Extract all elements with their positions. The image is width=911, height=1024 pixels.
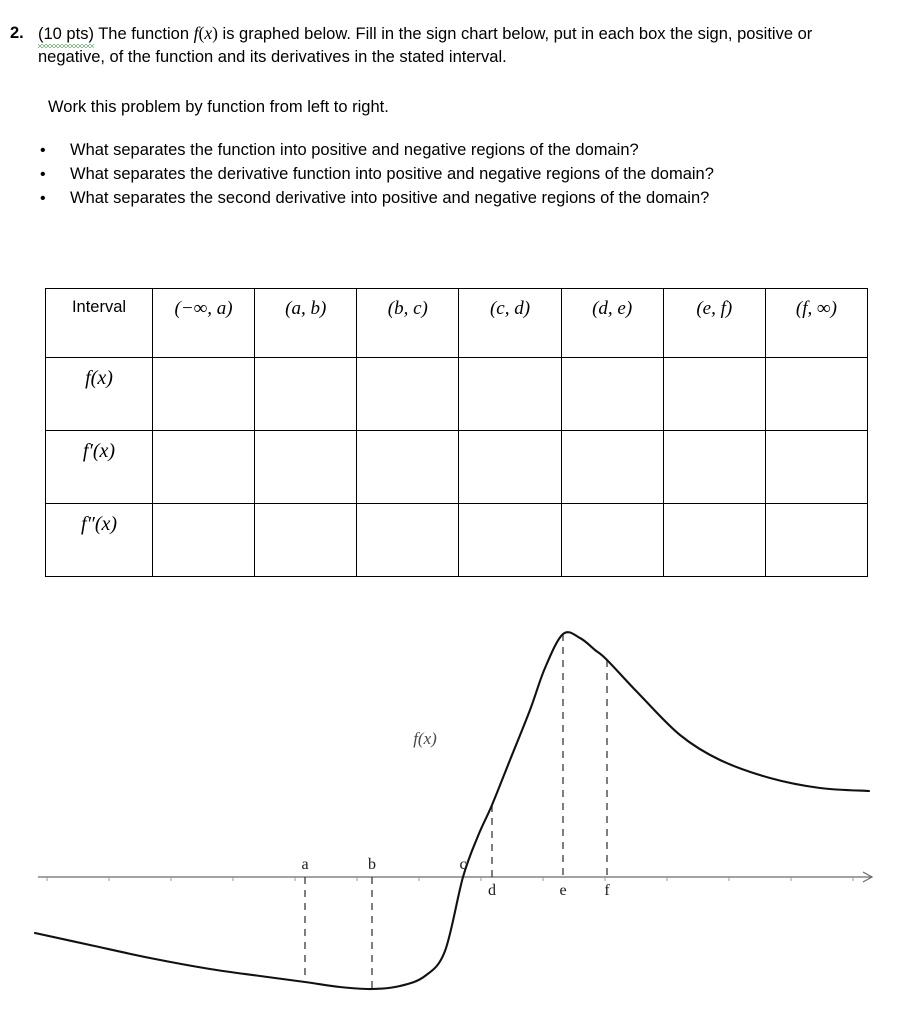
header-cell-interval-4: (c, d): [459, 289, 561, 358]
bullet-dot-icon: •: [40, 166, 46, 183]
table-header-row: [46, 289, 868, 358]
header-cell-interval-6: (e, f): [663, 289, 765, 358]
problem-stem-part2: is graphed below. Fill in the sign chart below, put in each box the sign, positive or negative, of the function and its derivatives in the stated interval.: [38, 25, 813, 66]
inline-fx-expression: f(x): [193, 23, 218, 43]
problem-stem-part1: The function: [93, 25, 194, 43]
answer-cell-fpp-4[interactable]: [459, 504, 561, 577]
x-axis-group: [38, 872, 872, 882]
problem-points: (10 pts): [38, 25, 94, 43]
header-cell-interval-5: (d, e): [561, 289, 663, 358]
header-cell-interval-1: (−∞, a): [153, 289, 255, 358]
axis-label-f: f: [604, 882, 610, 899]
bullet-dot-icon: •: [40, 190, 46, 207]
list-item: [40, 139, 870, 162]
function-curve: [35, 632, 869, 989]
answer-cell-f-4[interactable]: [459, 358, 561, 431]
axis-label-d: d: [488, 882, 496, 899]
curve-label-fx: f(x): [413, 729, 437, 748]
row-label-f-prime: f′(x): [46, 431, 153, 504]
problem-stem-text: [38, 22, 838, 69]
bullet-text: What separates the derivative function into positive and negative regions of the domain?: [70, 165, 714, 183]
answer-cell-fpp-3[interactable]: [357, 504, 459, 577]
answer-cell-f-6[interactable]: [663, 358, 765, 431]
answer-cell-fp-5[interactable]: [561, 431, 663, 504]
table-row: [46, 431, 868, 504]
axis-label-e: e: [559, 882, 567, 899]
answer-cell-fp-7[interactable]: [765, 431, 867, 504]
answer-cell-f-5[interactable]: [561, 358, 663, 431]
answer-cell-fpp-2[interactable]: [255, 504, 357, 577]
answer-cell-fp-1[interactable]: [153, 431, 255, 504]
grammar-underline-span: [38, 23, 94, 46]
row-label-f: f(x): [46, 358, 153, 431]
table-row: [46, 358, 868, 431]
answer-cell-f-7[interactable]: [765, 358, 867, 431]
sign-chart-table: [45, 288, 868, 577]
row-label-f-double-prime: f″(x): [46, 504, 153, 577]
answer-cell-fp-3[interactable]: [357, 431, 459, 504]
bullet-dot-icon: •: [40, 142, 46, 159]
header-cell-interval-3: (b, c): [357, 289, 459, 358]
answer-cell-fp-4[interactable]: [459, 431, 561, 504]
axis-label-c: c: [459, 856, 467, 873]
problem-number: 2.: [10, 24, 24, 42]
header-cell-interval-2: (a, b): [255, 289, 357, 358]
graph-svg: [0, 600, 911, 1024]
axis-label-b: b: [368, 856, 376, 873]
problem-stem-row: [0, 22, 880, 69]
list-item: [40, 187, 870, 210]
header-cell-interval: Interval: [46, 289, 153, 358]
answer-cell-fpp-5[interactable]: [561, 504, 663, 577]
bullet-text: What separates the second derivative into positive and negative regions of the domain?: [70, 189, 710, 207]
answer-cell-f-3[interactable]: [357, 358, 459, 431]
answer-cell-fp-2[interactable]: [255, 431, 357, 504]
question-bullet-list: [40, 139, 870, 211]
answer-cell-f-1[interactable]: [153, 358, 255, 431]
answer-cell-f-2[interactable]: [255, 358, 357, 431]
work-instruction: Work this problem by function from left to right.: [48, 98, 389, 116]
answer-cell-fpp-7[interactable]: [765, 504, 867, 577]
answer-cell-fpp-1[interactable]: [153, 504, 255, 577]
table-row: [46, 504, 868, 577]
bullet-text: What separates the function into positive and negative regions of the domain?: [70, 141, 639, 159]
list-item: [40, 163, 870, 186]
answer-cell-fpp-6[interactable]: [663, 504, 765, 577]
function-graph: [0, 600, 911, 1024]
problem-statement: [0, 22, 880, 69]
dashed-guides-group: [305, 634, 607, 988]
header-cell-interval-7: (f, ∞): [765, 289, 867, 358]
answer-cell-fp-6[interactable]: [663, 431, 765, 504]
axis-label-a: a: [301, 856, 309, 873]
